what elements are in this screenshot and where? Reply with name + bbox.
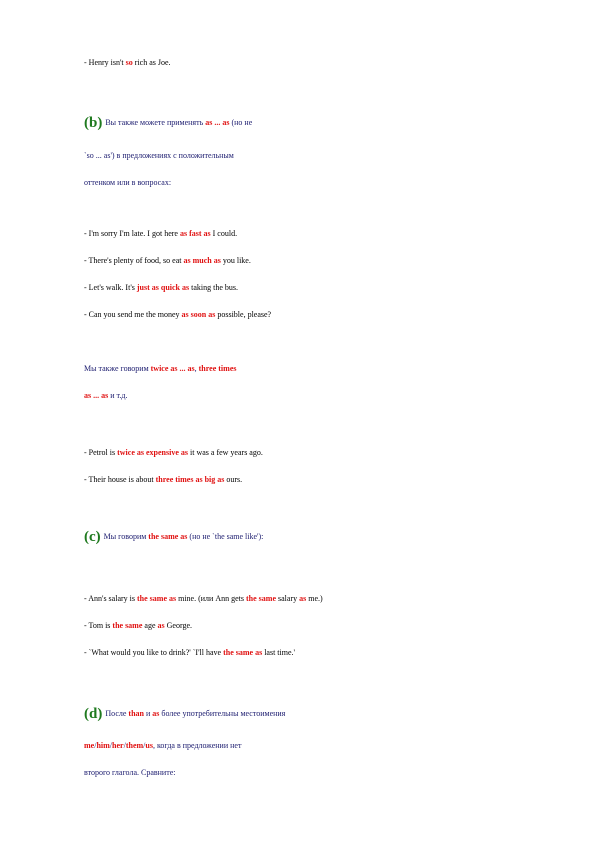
section-d-text-2: me/him/her/them/us, когда в предложении нет [84,741,242,750]
example-food: - There's plenty of food, so eat as much as you like. [84,256,251,265]
twice-intro-2: as ... as и т.д. [84,391,128,400]
section-marker-b: (b) [84,115,103,131]
example-drink: - `What would you like to drink?' `I'll have the same as last time.' [84,648,295,657]
section-marker-c: (c) [84,529,101,545]
example-ann: - Ann's salary is the same as mine. (или Ann gets the same salary as me.) [84,594,323,603]
twice-intro-1: Мы также говорим twice as ... as, three times [84,364,237,373]
example-henry: - Henry isn't so rich as Joe. [84,58,171,67]
section-marker-d: (d) [84,706,103,722]
section-b-heading: (b) Вы также можете применять as ... as (но не [84,115,253,131]
section-c-heading: (c) Мы говорим the same as (но не `the same like'): [84,529,264,545]
example-house: - Their house is about three times as big as ours. [84,475,243,484]
example-money: - Can you send me the money as soon as possible, please? [84,310,272,319]
section-b-text-3: оттенком или в вопросах: [84,178,172,187]
example-tom: - Tom is the same age as George. [84,621,193,630]
example-walk: - Let's walk. It's just as quick as taking the bus. [84,283,239,292]
section-b-text-2: `so ... as') в предложениях с положительным [84,151,234,160]
section-d-text-3: второго глагола. Сравните: [84,768,176,777]
section-d-heading: (d) После than и as более употребительны местоимения [84,706,286,722]
example-petrol: - Petrol is twice as expensive as it was a few years ago. [84,448,263,457]
example-late: - I'm sorry I'm late. I got here as fast as I could. [84,229,238,238]
